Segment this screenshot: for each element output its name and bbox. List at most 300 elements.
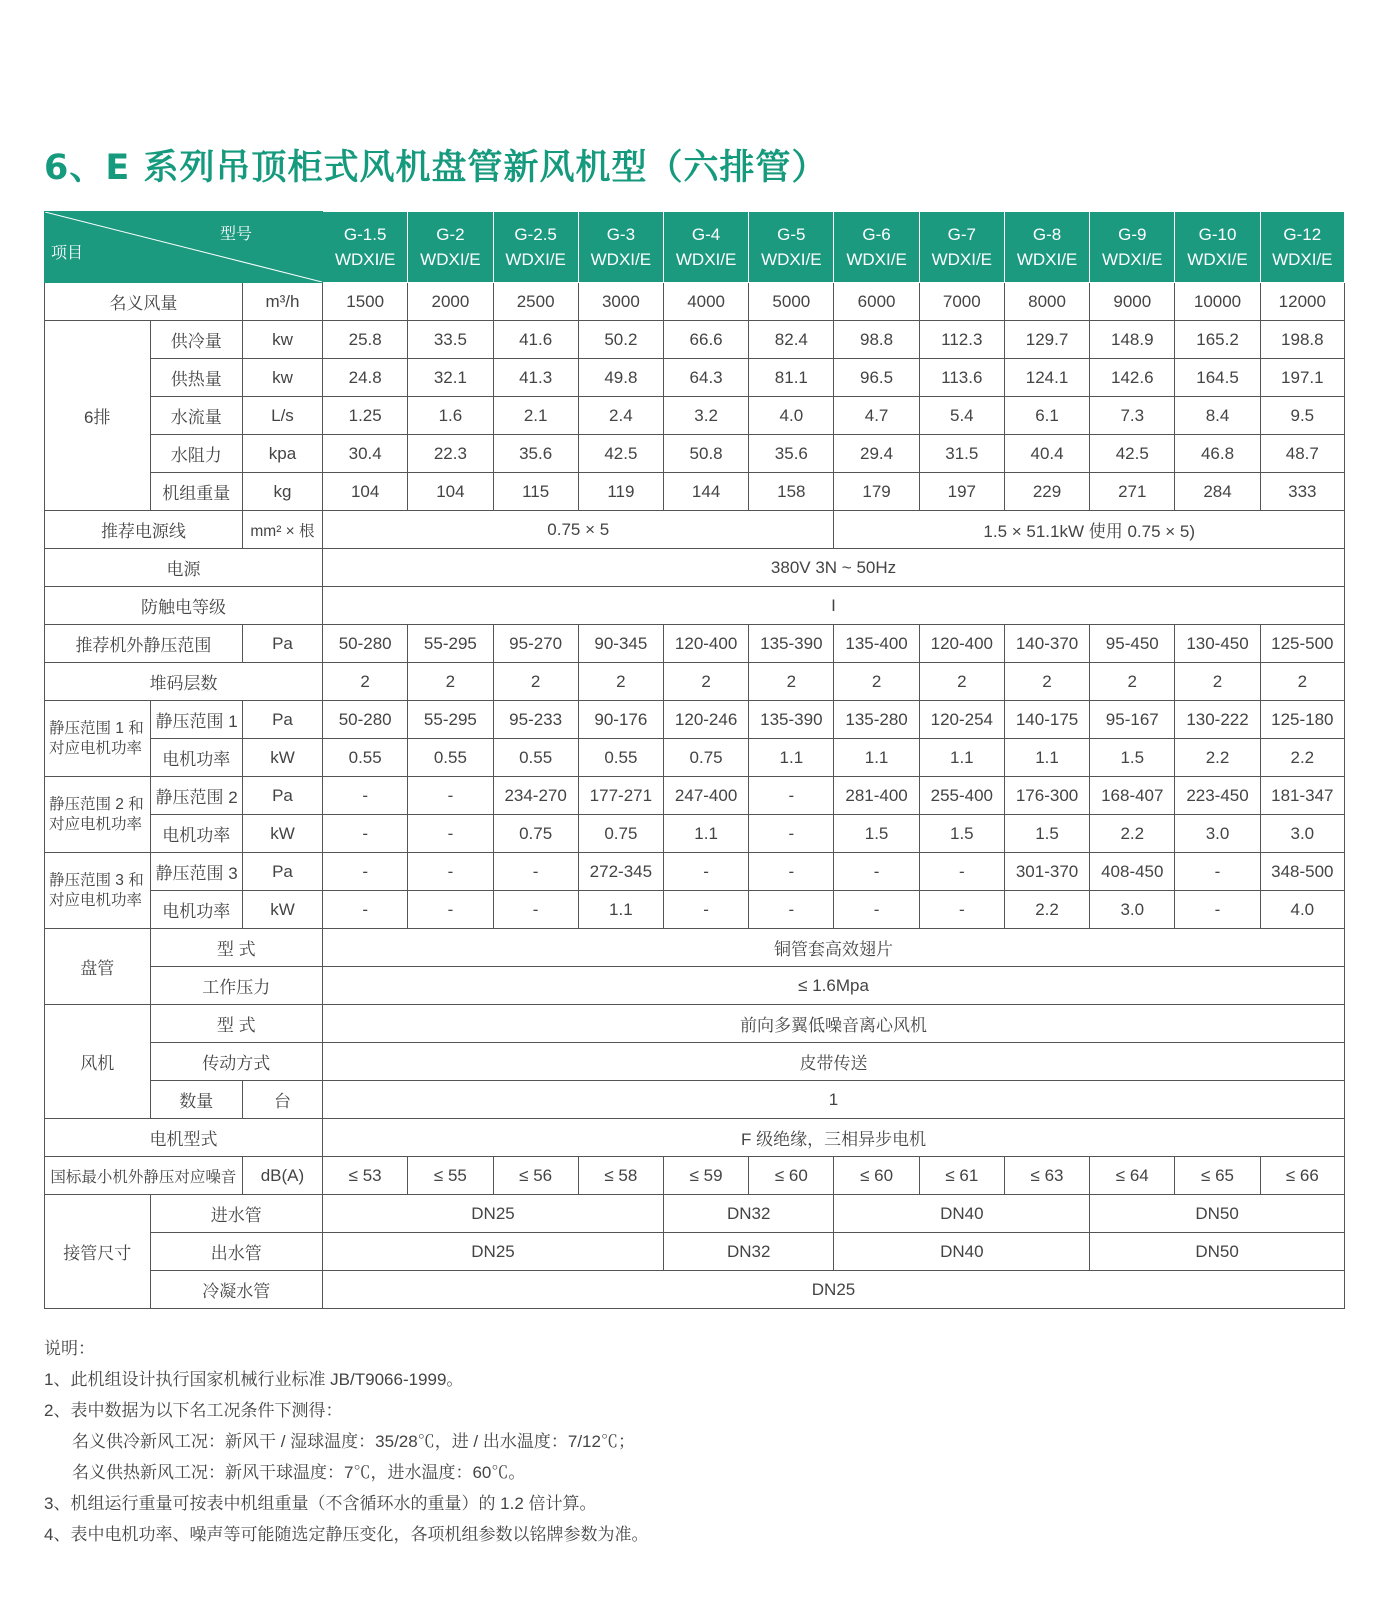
value-cell: 179 xyxy=(834,473,919,511)
value-cell: 49.8 xyxy=(578,359,663,397)
header-corner xyxy=(45,212,323,283)
value-cell: 1.1 xyxy=(663,815,748,853)
row-label: 静压范围 2 xyxy=(150,777,242,815)
value-cell: - xyxy=(493,891,578,929)
value-cell: 271 xyxy=(1090,473,1175,511)
value-cell: - xyxy=(663,891,748,929)
value-cell: 168-407 xyxy=(1090,777,1175,815)
row-label: 水流量 xyxy=(150,397,242,435)
value-cell: 29.4 xyxy=(834,435,919,473)
value-cell: 90-345 xyxy=(578,625,663,663)
motor-type-row xyxy=(45,1119,1345,1157)
value-cell: 1.5 xyxy=(1004,815,1089,853)
note-1: 1、此机组设计执行国家机械行业标准 JB/T9066-1999。 xyxy=(44,1370,464,1389)
value-cell: - xyxy=(493,853,578,891)
group-label: 静压范围 3 和对应电机功率 xyxy=(45,853,151,929)
model-header-cell xyxy=(834,212,919,283)
pressure-row xyxy=(45,701,1345,739)
unit-cell: 台 xyxy=(242,1081,322,1119)
motor-power-row xyxy=(45,891,1345,929)
value-cell: 120-400 xyxy=(663,625,748,663)
value-cell: 4.0 xyxy=(1260,891,1344,929)
value-cell: 35.6 xyxy=(749,435,834,473)
value-cell: 1.1 xyxy=(749,739,834,777)
value-cell: 0.55 xyxy=(493,739,578,777)
value-cell: 348-500 xyxy=(1260,853,1344,891)
value-cell: - xyxy=(323,891,408,929)
value-cell: - xyxy=(749,777,834,815)
value-cell: 81.1 xyxy=(749,359,834,397)
value-cell: 124.1 xyxy=(1004,359,1089,397)
value-cell: 9000 xyxy=(1090,283,1175,321)
model-name: G-1.5 xyxy=(343,225,387,244)
model-series: WDXI/E xyxy=(675,250,737,269)
value-cell: 2 xyxy=(749,663,834,701)
value-cell: 135-390 xyxy=(749,701,834,739)
value-cell: 铜管套高效翅片 xyxy=(323,929,1345,967)
model-series: WDXI/E xyxy=(761,250,822,269)
model-series: WDXI/E xyxy=(505,250,566,269)
value-cell: 112.3 xyxy=(919,321,1004,359)
value-cell: 24.8 xyxy=(323,359,408,397)
value-cell: 32.1 xyxy=(408,359,493,397)
value-cell: 104 xyxy=(408,473,493,511)
model-name: G-12 xyxy=(1283,225,1322,244)
value-cell: ≤ 56 xyxy=(493,1157,578,1195)
row-label: 推荐电源线 xyxy=(45,511,243,549)
group-label: 静压范围 1 和对应电机功率 xyxy=(45,701,151,777)
value-cell: 119 xyxy=(578,473,663,511)
row-label: 型 式 xyxy=(150,1005,323,1043)
value-cell: 2 xyxy=(834,663,919,701)
model-header-cell xyxy=(323,212,408,283)
value-cell: 31.5 xyxy=(919,435,1004,473)
condensate-pipe-row xyxy=(45,1271,1345,1309)
value-cell: - xyxy=(919,891,1004,929)
value-cell: 55-295 xyxy=(408,625,493,663)
row-label: 静压范围 3 xyxy=(150,853,242,891)
value-cell: 197.1 xyxy=(1260,359,1344,397)
model-series: WDXI/E xyxy=(334,250,396,269)
value-cell: 135-390 xyxy=(749,625,834,663)
value-cell: DN32 xyxy=(663,1195,833,1233)
item-label: 项目 xyxy=(51,245,84,262)
note-4: 4、表中电机功率、噪声等可能随选定静压变化，各项机组参数以铭牌参数为准。 xyxy=(44,1525,649,1544)
value-cell: 41.3 xyxy=(493,359,578,397)
value-cell: - xyxy=(834,853,919,891)
motor-power-row xyxy=(45,739,1345,777)
value-cell: 皮带传送 xyxy=(323,1043,1345,1081)
value-cell: 2 xyxy=(663,663,748,701)
model-series: WDXI/E xyxy=(420,250,481,269)
value-cell: ≤ 58 xyxy=(578,1157,663,1195)
row-label: 工作压力 xyxy=(150,967,323,1005)
group-label: 接管尺寸 xyxy=(45,1195,151,1309)
value-cell: 82.4 xyxy=(749,321,834,359)
row-label: 堆码层数 xyxy=(45,663,323,701)
value-cell: ≤ 65 xyxy=(1175,1157,1260,1195)
value-cell: ≤ 60 xyxy=(749,1157,834,1195)
unit-cell: kW xyxy=(242,739,322,777)
value-cell: 380V 3N ~ 50Hz xyxy=(323,549,1345,587)
value-cell: 10000 xyxy=(1175,283,1260,321)
row-label: 电机功率 xyxy=(150,891,242,929)
value-cell: 40.4 xyxy=(1004,435,1089,473)
value-cell: F 级绝缘，三相异步电机 xyxy=(323,1119,1345,1157)
unit-cell: kpa xyxy=(242,435,322,473)
cable-row xyxy=(45,511,1345,549)
airflow-row xyxy=(45,283,1345,321)
model-name: G-8 xyxy=(1032,225,1062,244)
value-cell: 1 xyxy=(323,1081,1345,1119)
value-cell: - xyxy=(749,891,834,929)
value-cell: - xyxy=(323,777,408,815)
spec-table xyxy=(44,211,1345,1309)
unit-cell: kW xyxy=(242,891,322,929)
value-cell: 181-347 xyxy=(1260,777,1344,815)
value-cell: - xyxy=(323,815,408,853)
value-cell: ≤ 64 xyxy=(1090,1157,1175,1195)
value-cell: 8000 xyxy=(1004,283,1089,321)
group-label: 风机 xyxy=(45,1005,151,1119)
unit-cell: mm² × 根 xyxy=(242,511,322,549)
value-cell: - xyxy=(834,891,919,929)
value-cell: 408-450 xyxy=(1090,853,1175,891)
value-cell: 0.75 xyxy=(493,815,578,853)
model-series: WDXI/E xyxy=(846,250,907,269)
fan-drive-row xyxy=(45,1043,1345,1081)
value-cell: 9.5 xyxy=(1260,397,1344,435)
value-cell: 165.2 xyxy=(1175,321,1260,359)
value-cell: 2000 xyxy=(408,283,493,321)
value-cell: 1.5 xyxy=(834,815,919,853)
value-cell: 142.6 xyxy=(1090,359,1175,397)
value-cell: 281-400 xyxy=(834,777,919,815)
value-cell: 46.8 xyxy=(1175,435,1260,473)
value-cell: 2.2 xyxy=(1004,891,1089,929)
value-cell: - xyxy=(749,853,834,891)
value-cell: 1.1 xyxy=(834,739,919,777)
model-name: G-4 xyxy=(691,225,721,244)
model-header-cell xyxy=(663,212,748,283)
model-name: G-3 xyxy=(606,225,636,244)
noise-row xyxy=(45,1157,1345,1195)
value-cell: 130-222 xyxy=(1175,701,1260,739)
fan-qty-row xyxy=(45,1081,1345,1119)
value-cell: 95-167 xyxy=(1090,701,1175,739)
value-cell: 125-180 xyxy=(1260,701,1344,739)
value-cell: 2 xyxy=(1090,663,1175,701)
unit-cell: m³/h xyxy=(242,283,322,321)
row-label: 电机型式 xyxy=(45,1119,323,1157)
value-cell: 1.5 × 51.1kW 使用 0.75 × 5) xyxy=(834,511,1345,549)
value-cell: 35.6 xyxy=(493,435,578,473)
value-cell: 1.5 xyxy=(1090,739,1175,777)
model-header-cell xyxy=(1004,212,1089,283)
row-label: 型 式 xyxy=(150,929,323,967)
page-title: 6、E 系列吊顶柜式风机盘管新风机型（六排管） xyxy=(44,148,828,188)
value-cell: 41.6 xyxy=(493,321,578,359)
row-label: 出水管 xyxy=(150,1233,323,1271)
value-cell: 130-450 xyxy=(1175,625,1260,663)
value-cell: 25.8 xyxy=(323,321,408,359)
static-range-row xyxy=(45,625,1345,663)
value-cell: 115 xyxy=(493,473,578,511)
value-cell: - xyxy=(663,853,748,891)
model-name: G-9 xyxy=(1118,225,1147,244)
row-label: 国标最小机外静压对应噪音 xyxy=(45,1157,243,1195)
value-cell: DN50 xyxy=(1090,1195,1345,1233)
value-cell: 2.4 xyxy=(578,397,663,435)
row6-row xyxy=(45,359,1345,397)
value-cell: 1500 xyxy=(323,283,408,321)
model-header-cell xyxy=(919,212,1004,283)
model-header-cell xyxy=(1175,212,1260,283)
value-cell: 48.7 xyxy=(1260,435,1344,473)
value-cell: 1.1 xyxy=(919,739,1004,777)
value-cell: 113.6 xyxy=(919,359,1004,397)
value-cell: 223-450 xyxy=(1175,777,1260,815)
value-cell: 50-280 xyxy=(323,701,408,739)
model-name: G-10 xyxy=(1198,225,1237,244)
value-cell: 140-370 xyxy=(1004,625,1089,663)
model-name: G-2.5 xyxy=(514,225,557,244)
unit-cell: Pa xyxy=(242,625,322,663)
coil-type-row xyxy=(45,929,1345,967)
notes xyxy=(44,1333,648,1550)
row-label: 电机功率 xyxy=(150,739,242,777)
value-cell: 129.7 xyxy=(1004,321,1089,359)
group-label: 盘管 xyxy=(45,929,151,1005)
group-label: 6排 xyxy=(45,321,151,511)
row-label: 名义风量 xyxy=(45,283,243,321)
model-name: G-5 xyxy=(777,225,806,244)
value-cell: 2.2 xyxy=(1175,739,1260,777)
model-series: WDXI/E xyxy=(1102,250,1163,269)
value-cell: 1.6 xyxy=(408,397,493,435)
value-cell: 2 xyxy=(1260,663,1344,701)
model-label: 型号 xyxy=(220,226,253,243)
pressure-row xyxy=(45,853,1345,891)
value-cell: - xyxy=(408,891,493,929)
row-label: 供热量 xyxy=(150,359,242,397)
value-cell: 64.3 xyxy=(663,359,748,397)
value-cell: ≤ 55 xyxy=(408,1157,493,1195)
value-cell: 272-345 xyxy=(578,853,663,891)
model-series: WDXI/E xyxy=(590,250,652,269)
model-header-cell xyxy=(1260,212,1344,283)
value-cell: 2.2 xyxy=(1090,815,1175,853)
value-cell: 1.25 xyxy=(323,397,408,435)
value-cell: 2 xyxy=(1175,663,1260,701)
row-label: 进水管 xyxy=(150,1195,323,1233)
row6-row xyxy=(45,473,1345,511)
value-cell: DN40 xyxy=(834,1195,1090,1233)
value-cell: 140-175 xyxy=(1004,701,1089,739)
value-cell: 198.8 xyxy=(1260,321,1344,359)
value-cell: 4.7 xyxy=(834,397,919,435)
value-cell: 66.6 xyxy=(663,321,748,359)
value-cell: 55-295 xyxy=(408,701,493,739)
value-cell: 7.3 xyxy=(1090,397,1175,435)
value-cell: DN25 xyxy=(323,1195,664,1233)
unit-cell: kW xyxy=(242,815,322,853)
value-cell: ≤ 61 xyxy=(919,1157,1004,1195)
row-label: 机组重量 xyxy=(150,473,242,511)
value-cell: 33.5 xyxy=(408,321,493,359)
value-cell: 229 xyxy=(1004,473,1089,511)
value-cell: - xyxy=(408,777,493,815)
model-series: WDXI/E xyxy=(931,250,993,269)
value-cell: 3.0 xyxy=(1090,891,1175,929)
model-header-cell xyxy=(749,212,834,283)
model-header-cell xyxy=(408,212,493,283)
model-series: WDXI/E xyxy=(1016,250,1078,269)
value-cell: ≤ 59 xyxy=(663,1157,748,1195)
value-cell: - xyxy=(408,815,493,853)
unit-cell: kg xyxy=(242,473,322,511)
value-cell: 3000 xyxy=(578,283,663,321)
value-cell: ≤ 60 xyxy=(834,1157,919,1195)
value-cell: 2 xyxy=(1004,663,1089,701)
unit-cell: kw xyxy=(242,321,322,359)
value-cell: 1.1 xyxy=(578,891,663,929)
value-cell: 12000 xyxy=(1260,283,1344,321)
value-cell: 0.75 xyxy=(578,815,663,853)
value-cell: 3.0 xyxy=(1175,815,1260,853)
value-cell: 120-254 xyxy=(919,701,1004,739)
value-cell: 5.4 xyxy=(919,397,1004,435)
value-cell: 104 xyxy=(323,473,408,511)
fan-type-row xyxy=(45,1005,1345,1043)
stack-row xyxy=(45,663,1345,701)
unit-cell: dB(A) xyxy=(242,1157,322,1195)
value-cell: 1.1 xyxy=(1004,739,1089,777)
value-cell: 144 xyxy=(663,473,748,511)
value-cell: 164.5 xyxy=(1175,359,1260,397)
value-cell: 135-280 xyxy=(834,701,919,739)
value-cell: 98.8 xyxy=(834,321,919,359)
value-cell: 120-400 xyxy=(919,625,1004,663)
value-cell: 0.75 xyxy=(663,739,748,777)
value-cell: ≤ 63 xyxy=(1004,1157,1089,1195)
value-cell: 96.5 xyxy=(834,359,919,397)
value-cell: DN25 xyxy=(323,1271,1345,1309)
value-cell: 42.5 xyxy=(578,435,663,473)
row-label: 水阻力 xyxy=(150,435,242,473)
model-header-cell xyxy=(578,212,663,283)
notes-heading: 说明： xyxy=(44,1339,95,1358)
model-series: WDXI/E xyxy=(1272,250,1333,269)
row6-row xyxy=(45,397,1345,435)
value-cell: 176-300 xyxy=(1004,777,1089,815)
value-cell: 8.4 xyxy=(1175,397,1260,435)
value-cell: 22.3 xyxy=(408,435,493,473)
row-label: 静压范围 1 xyxy=(150,701,242,739)
motor-power-row xyxy=(45,815,1345,853)
value-cell: DN32 xyxy=(663,1233,833,1271)
note-2a: 名义供冷新风工况：新风干 / 湿球温度：35/28℃，进 / 出水温度：7/12℃； xyxy=(72,1432,635,1451)
model-header-cell xyxy=(1090,212,1175,283)
unit-cell: Pa xyxy=(242,701,322,739)
group-label: 静压范围 2 和对应电机功率 xyxy=(45,777,151,853)
value-cell: - xyxy=(1175,853,1260,891)
model-series: WDXI/E xyxy=(1187,250,1248,269)
model-name: G-6 xyxy=(862,225,891,244)
value-cell: 333 xyxy=(1260,473,1344,511)
value-cell: 0.75 × 5 xyxy=(323,511,834,549)
note-2: 2、表中数据为以下名工况条件下测得： xyxy=(44,1401,343,1420)
value-cell: - xyxy=(1175,891,1260,929)
value-cell: 90-176 xyxy=(578,701,663,739)
value-cell: 6.1 xyxy=(1004,397,1089,435)
model-name: G-7 xyxy=(947,225,976,244)
value-cell: 120-246 xyxy=(663,701,748,739)
value-cell: 125-500 xyxy=(1260,625,1344,663)
row-label: 数量 xyxy=(150,1081,242,1119)
value-cell: 50.8 xyxy=(663,435,748,473)
row-label: 推荐机外静压范围 xyxy=(45,625,243,663)
row6-row xyxy=(45,435,1345,473)
value-cell: 2.2 xyxy=(1260,739,1344,777)
value-cell: 148.9 xyxy=(1090,321,1175,359)
value-cell: - xyxy=(408,853,493,891)
model-name: G-2 xyxy=(436,225,465,244)
value-cell: DN40 xyxy=(834,1233,1090,1271)
value-cell: 247-400 xyxy=(663,777,748,815)
unit-cell: Pa xyxy=(242,853,322,891)
pressure-row xyxy=(45,777,1345,815)
unit-cell: Pa xyxy=(242,777,322,815)
value-cell: 2 xyxy=(493,663,578,701)
value-cell: 2 xyxy=(323,663,408,701)
value-cell: DN50 xyxy=(1090,1233,1345,1271)
value-cell: - xyxy=(323,853,408,891)
value-cell: ≤ 53 xyxy=(323,1157,408,1195)
unit-cell: kw xyxy=(242,359,322,397)
value-cell: 284 xyxy=(1175,473,1260,511)
coil-pressure-row xyxy=(45,967,1345,1005)
power-row xyxy=(45,549,1345,587)
row-label: 电机功率 xyxy=(150,815,242,853)
value-cell: 7000 xyxy=(919,283,1004,321)
value-cell: 95-233 xyxy=(493,701,578,739)
value-cell: - xyxy=(919,853,1004,891)
shock-row xyxy=(45,587,1345,625)
value-cell: 2 xyxy=(919,663,1004,701)
value-cell: 0.55 xyxy=(323,739,408,777)
inlet-pipe-row xyxy=(45,1195,1345,1233)
value-cell: 177-271 xyxy=(578,777,663,815)
value-cell: 4000 xyxy=(663,283,748,321)
value-cell: 42.5 xyxy=(1090,435,1175,473)
value-cell: 197 xyxy=(919,473,1004,511)
note-3: 3、机组运行重量可按表中机组重量（不含循环水的重量）的 1.2 倍计算。 xyxy=(44,1494,597,1513)
value-cell: 前向多翼低噪音离心风机 xyxy=(323,1005,1345,1043)
value-cell: 3.0 xyxy=(1260,815,1344,853)
value-cell: 255-400 xyxy=(919,777,1004,815)
outlet-pipe-row xyxy=(45,1233,1345,1271)
row-label: 电源 xyxy=(45,549,323,587)
value-cell: 5000 xyxy=(749,283,834,321)
value-cell: 6000 xyxy=(834,283,919,321)
value-cell: 95-450 xyxy=(1090,625,1175,663)
header-row xyxy=(45,212,1345,283)
row6-row xyxy=(45,321,1345,359)
value-cell: 0.55 xyxy=(578,739,663,777)
value-cell: 1.5 xyxy=(919,815,1004,853)
value-cell: 50-280 xyxy=(323,625,408,663)
